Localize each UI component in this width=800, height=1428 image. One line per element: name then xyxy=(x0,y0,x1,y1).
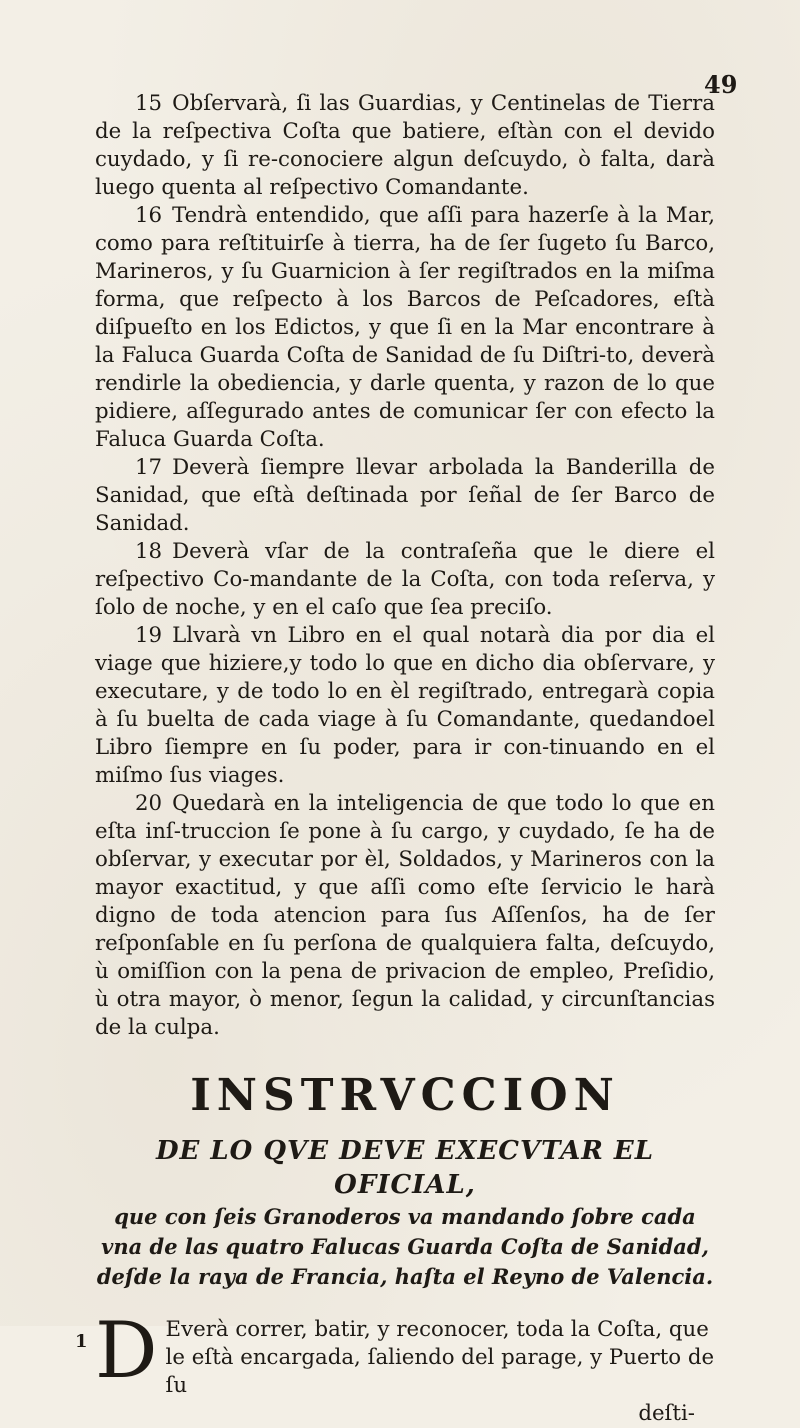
paragraph-16 xyxy=(95,202,715,454)
paragraph-number: 15 xyxy=(135,91,163,116)
text-block xyxy=(75,90,715,1428)
paragraph-20 xyxy=(95,790,715,1042)
drop-cap: D xyxy=(95,1306,158,1396)
section-subheading-detail: que con ſeis Granoderos va mandando ſobre cada vna de las quatro Falucas Guarda Coſta de Sanidad, deſde la raya de Francia, haſta el Reyno de Valencia. xyxy=(96,1204,714,1289)
paragraph-number: 19 xyxy=(135,623,163,648)
paragraph-1 xyxy=(75,1306,715,1400)
paragraph-text: Quedarà en la inteligencia de que todo lo que en eſta inſ-truccion ſe pone à ſu cargo, y cuydado, ſe ha de obſervar, y executar por èl, Soldados, y Marineros con la mayor exactitud, y que aſſi como eſte ſervicio le harà digno de toda atencion para ſus Aſſenſos, ha de ſer reſponſable en ſu perſona de qualquiera falta, deſcuydo, ù omiſſion con la pena de privacion de empleo, Preſidio, ù otra mayor, ò menor, ſegun la calidad, y circunſtancias de la culpa. xyxy=(95,791,715,1040)
paragraph-text: Tendrà entendido, que aſſi para hazerſe à la Mar, como para reſtituirſe à tierra, ha de ſer ſugeto ſu Barco, Marineros, y ſu Guarnicion à ſer regiſtrados en la miſma forma, que reſpecto à los Barcos de Peſcadores, eſtà diſpueſto en los Edictos, y que ſi en la Mar encontrare à la Faluca Guarda Coſta de Sanidad de ſu Diſtri-to, deverà rendirle la obediencia, y darle quenta, y razon de lo que pidiere, aſſegurado antes de comunicar ſer con efecto la Faluca Guarda Coſta. xyxy=(95,203,715,452)
section-subheading: DE LO QVE DEVE EXECVTAR EL OFICIAL, xyxy=(155,1136,655,1200)
catchword: deſti- xyxy=(638,1401,695,1426)
paragraph-17 xyxy=(95,454,715,538)
paragraph-number: 18 xyxy=(135,539,163,564)
paragraph-text: Llvarà vn Libro en el qual notarà dia por dia el viage que hiziere,y todo lo que en dicho dia obſervare, y executare, y de todo lo en èl regiſtrado, entregarà copia à ſu buelta de cada viage à ſu Comandante, quedandoel Libro ſiempre en ſu poder, para ir con-tinuando en el miſmo ſus viages. xyxy=(95,623,715,788)
paragraph-text: Obſervarà, ſi las Guardias, y Centinelas de Tierra de la reſpectiva Coſta que batiere, eſtàn con el devido cuydado, y ſi re-conociere algun deſcuydo, ò falta, darà luego quenta al reſpectivo Comandante. xyxy=(95,91,715,200)
paragraph-15 xyxy=(95,90,715,202)
paragraph-text: Deverà ſiempre llevar arbolada la Banderilla de Sanidad, que eſtà deſtinada por ſeñal de ſer Barco de Sanidad. xyxy=(95,455,715,536)
paragraph-text: Deverà vſar de la contraſeña que le diere el reſpectivo Co-mandante de la Coſta, con toda reſerva, y ſolo de noche, y en el caſo que ſea preciſo. xyxy=(95,539,715,620)
paragraph-number: 17 xyxy=(135,455,163,480)
section-heading: INSTRVCCION xyxy=(190,1070,620,1121)
page-number: 49 xyxy=(704,70,738,99)
paragraph-number: 16 xyxy=(135,203,163,228)
paragraph-19 xyxy=(95,622,715,790)
paragraph-number: 1 xyxy=(75,1331,88,1352)
paragraph-number: 20 xyxy=(135,791,163,816)
paragraph-text: Everà correr, batir, y reconocer, toda la Coſta, que le eſtà encargada, ſaliendo del parage, y Puerto de ſu xyxy=(165,1317,715,1398)
paragraph-18 xyxy=(95,538,715,622)
